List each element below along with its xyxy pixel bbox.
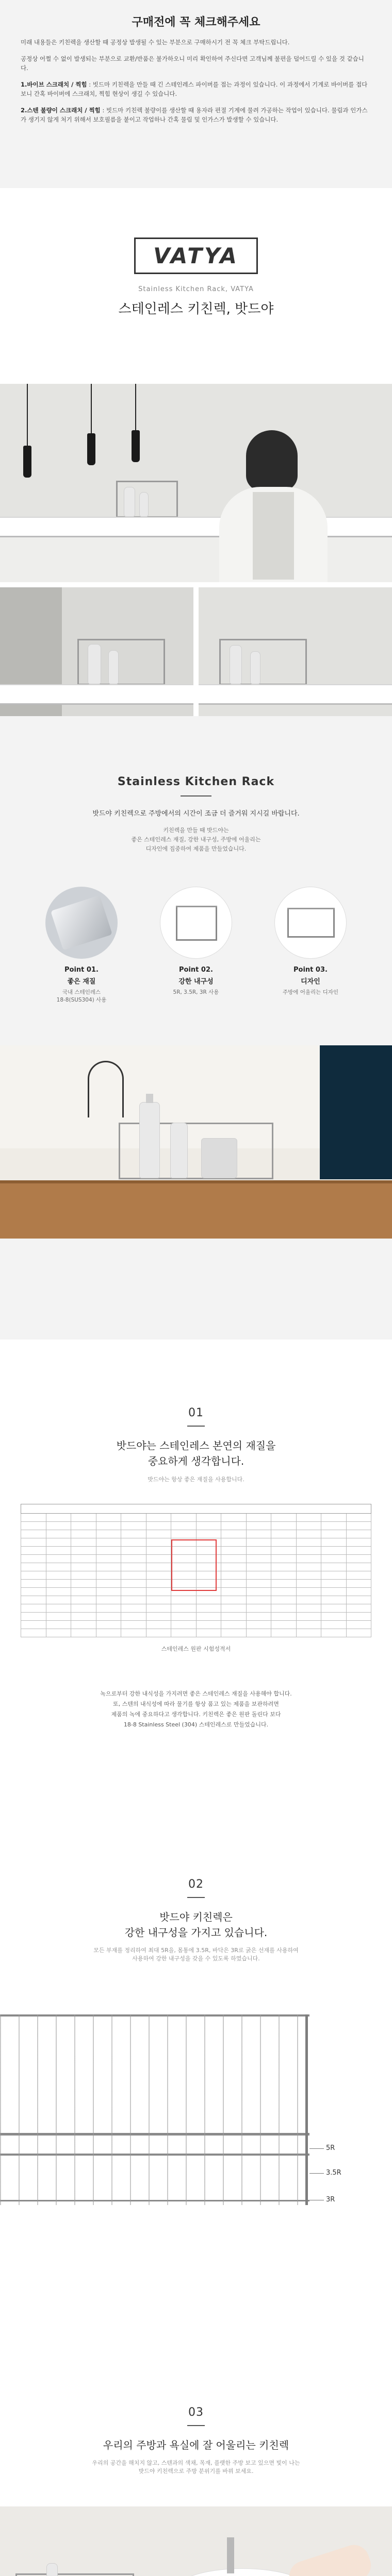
section-number: 03 <box>188 2406 204 2419</box>
point-title: 좋은 재질 <box>67 978 96 986</box>
desc-line: 또, 스텐의 내식성에 따라 물기를 항상 품고 있는 제품을 보관하려면 <box>113 1701 279 1707</box>
hero-photo <box>0 384 392 582</box>
section-02-title <box>0 1878 392 1963</box>
point-material <box>40 887 123 1004</box>
section-heading-line: 강한 내구성을 가지고 있습니다. <box>124 1926 268 1939</box>
notice-item-2-head: 2.스텐 불량이 스크래치 / 찍힘 <box>21 107 101 114</box>
intro-line: 디자인에 집중하여 제품을 만들었습니다. <box>145 845 247 852</box>
point-title: 디자인 <box>301 978 320 986</box>
feature-points <box>0 887 392 1004</box>
section-01-title <box>0 1406 392 1483</box>
intro-sub: 밧드야 키친렉으로 주방에서의 시간이 조금 더 즐거워 지시길 바랍니다. <box>92 810 300 818</box>
section-sub-line: 우리의 공간을 해치지 않고, 스텐과의 색채, 목재, 플랫한 주방 보고 있으면 빛이 나는 <box>92 2460 300 2466</box>
point-desc: 5R, 3.5R, 3R 사용 <box>173 989 219 995</box>
intro-line: 키친렉을 만들 때 밧드야는 <box>163 827 229 834</box>
divider <box>187 2425 205 2426</box>
point-label: Point 01. <box>64 966 99 974</box>
wire-label: 3.5R <box>326 2169 341 2177</box>
pendant-lamp <box>132 430 140 462</box>
brand-logo: VATYA <box>134 238 258 274</box>
notice-item-1 <box>21 80 371 98</box>
intro-line: 좋은 스테인레스 재질, 강한 내구성, 주방에 어울리는 <box>131 836 261 843</box>
divider <box>187 1426 205 1427</box>
rack-photo-left <box>0 587 193 716</box>
certificate-caption: 스테인레스 원판 시험성적서 <box>161 1646 231 1652</box>
desc-line: 녹으로부터 강한 내식성을 가지려면 좋은 스테인레스 재질을 사용해야 합니다. <box>100 1690 292 1697</box>
divider <box>187 1897 205 1898</box>
point-desc: 주방에 어울리는 디자인 <box>282 989 339 995</box>
section-sub: 밧드야는 항상 좋은 재질을 사용합니다. <box>148 1476 244 1483</box>
intro-section <box>0 716 392 1340</box>
section-sub-line: 밧드야 키친렉으로 주방 분위기를 바꿔 보세요. <box>138 2468 254 2475</box>
point-durability <box>155 887 237 1004</box>
point-design <box>269 887 352 1004</box>
highlight-box <box>171 1539 217 1591</box>
interior-photo <box>0 1045 392 1239</box>
purchase-notice <box>0 0 392 188</box>
section-02 <box>0 1878 392 2406</box>
section-number: 02 <box>188 1878 204 1891</box>
test-certificate <box>0 1504 392 1653</box>
wire-label: 5R <box>326 2144 335 2152</box>
rack-wire-image <box>160 887 232 959</box>
notice-item-2 <box>21 106 371 124</box>
rack-design-image <box>274 887 347 959</box>
section-heading-line: 밧드야는 스테인레스 본연의 재질을 <box>116 1439 276 1452</box>
notice-paragraph: 공정상 어쩔 수 없이 발생되는 부분으로 교환/반품은 불가하오니 미리 확인하여 주신다면 고객님께 불편을 덜어드릴 수 있을 것 같습니다. <box>21 55 364 72</box>
section-heading-line: 중요하게 생각합니다. <box>148 1455 244 1467</box>
section-heading <box>0 1909 392 1940</box>
photo-pair <box>0 582 392 716</box>
section-sub-line: 모든 부재를 정리하여 최대 5R을, 몸통에 3.5R, 바닥은 3R로 굵은 선재를 사용하여 <box>93 1947 299 1954</box>
brand-subtitle: Stainless Kitchen Rack, VATYA <box>138 285 254 293</box>
section-sub-line: 사용하여 강한 내구성을 갖을 수 있도록 하였습니다. <box>132 1955 260 1962</box>
rack-photo-right <box>199 587 392 716</box>
section-01 <box>0 1340 392 1878</box>
notice-title: 구매전에 꼭 체크해주세요 <box>132 16 260 29</box>
point-desc: 국내 스테인레스 18-8(SUS304) 사용 <box>56 989 107 1003</box>
desc-line: 18-8 Stainless Steel (304) 스테인레스로 만들었습니다. <box>123 1721 269 1728</box>
brand-title: 스테인레스 키친렉, 밧드야 <box>118 301 274 317</box>
intro-heading: Stainless Kitchen Rack <box>117 775 275 788</box>
intro-lines <box>0 826 392 854</box>
section-03-title <box>0 2406 392 2476</box>
brand-block <box>0 188 392 384</box>
section-heading-line: 밧드야 키친렉은 <box>159 1911 233 1923</box>
point-title: 강한 내구성 <box>178 978 214 986</box>
material-image <box>45 887 118 959</box>
wire-label: 3R <box>326 2196 335 2204</box>
notice-item-2-body: : 빗드마 키친렉 불량이를 생산할 때 용자라 편절 기계에 물려 가공하는 작업이 있습니다. 물림과 인가스가 생기지 않게 처기 위해서 보호필름을 붙이고 작업하나 간혹 물림 및 인가스가 발생할 수 있습니다. <box>21 107 368 123</box>
section-heading <box>0 1438 392 1469</box>
notice-item-1-body: : 빗드마 키친렉을 만들 때 긴 스테인레스 파이버를 접는 과정이 있습니다. 이 과정에서 기계로 바이버를 접다 보니 간혹 바이버에 스크래치, 찍힘 현상이 생길 수 있습니다. <box>21 81 368 97</box>
person-image <box>199 425 353 582</box>
section-sub <box>0 1946 392 1963</box>
section-sub <box>0 2459 392 2476</box>
section-01-desc <box>0 1689 392 1730</box>
section-03 <box>0 2406 392 2576</box>
desc-line: 제품의 녹에 중요하다고 생각합니다. 키친렉은 좋은 원판 돌린다 보다 <box>111 1711 281 1718</box>
point-label: Point 03. <box>293 966 328 974</box>
pendant-lamp <box>23 446 31 478</box>
notice-item-1-head: 1.바이브 스크래치 / 찍힘 <box>21 81 87 88</box>
section-heading: 우리의 주방과 욕실에 잘 어울리는 키친렉 <box>103 2439 289 2451</box>
section-number: 01 <box>188 1406 204 1419</box>
point-label: Point 02. <box>179 966 213 974</box>
wire-closeup <box>0 1994 392 2215</box>
pendant-lamp <box>87 433 95 465</box>
bathroom-photo <box>0 2506 392 2576</box>
divider <box>181 795 211 796</box>
notice-paragraph: 미래 내용들은 키친렉을 생산할 때 공정상 발생될 수 있는 부분으로 구매하시기 전 꼭 체크 부탁드립니다. <box>21 39 290 46</box>
